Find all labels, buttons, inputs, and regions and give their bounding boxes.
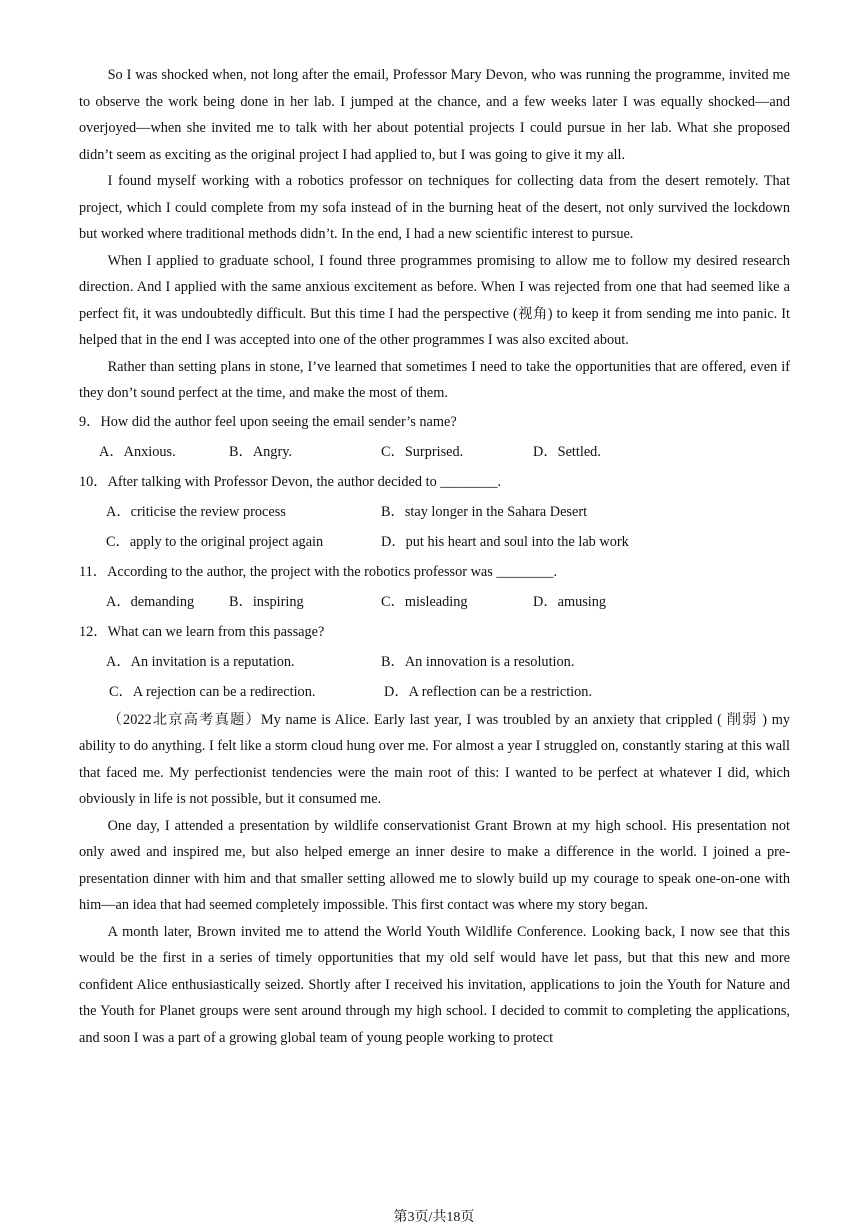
question-9-stem: 9．How did the author feel upon seeing the email sender’s name? (79, 413, 457, 430)
question-9-option-c: C．Surprised. (381, 443, 464, 460)
question-9 (79, 407, 790, 467)
question-11-option-b: B．inspiring (229, 593, 304, 610)
question-12 (79, 617, 790, 707)
passage-1-paragraph-3: When I applied to graduate school, I found three programmes promising to allow me to follow my desired research direction. And I applied with the same anxious excitement as before. When I was rejected from one that had seemed like a perfect fit, it was undoubtedly difficult. But this time I had the perspective (视角) to keep it from sending me into panic. It helped that in the end I was accepted into one of the other programmes I was also excited about. (79, 252, 790, 348)
question-9-option-a: A．Anxious. (99, 443, 176, 460)
question-9-option-d: D．Settled. (533, 443, 601, 460)
passage-2 (79, 707, 790, 1052)
question-10-option-d: D．put his heart and soul into the lab work (381, 533, 629, 550)
question-11-option-c: C．misleading (381, 593, 468, 610)
question-11-options (79, 587, 790, 617)
question-12-options-row-2 (79, 677, 790, 707)
question-11-option-d: D．amusing (533, 593, 607, 610)
passage-2-paragraph-1: （2022北京高考真题）My name is Alice. Early last year, I was troubled by an anxiety that crippled ( 削弱 ) my ability to do anything. I felt like a storm cloud hung over me. For almost a year I struggled on, constantly staring at this wall that faced me. My perfectionist tendencies were the main root of this: I wanted to be perfect at whatever I did, which obviously in life is not possible, but it consumed me. (79, 711, 790, 807)
question-12-option-d: D．A reflection can be a restriction. (384, 683, 593, 700)
passage-1-paragraph-1: So I was shocked when, not long after the email, Professor Mary Devon, who was running the programme, invited me to observe the work being done in her lab. I jumped at the chance, and a few weeks later I was equally shocked—and overjoyed—when she invited me to talk with her about potential projects I could pursue in her lab. What she proposed didn’t seem as exciting as the original project I had applied to, but I was going to give it my all. (79, 67, 790, 163)
question-10-stem: 10．After talking with Professor Devon, the author decided to ________. (79, 473, 502, 490)
question-12-option-b: B．An innovation is a resolution. (381, 653, 575, 670)
passage-2-paragraph-2: One day, I attended a presentation by wildlife conservationist Grant Brown at my high school. His presentation not only awed and inspired me, but also helped emerge an inner desire to make a difference in the world. I joined a pre-presentation dinner with him and that smaller setting allowed me to slowly build up my courage to speak one-on-one with him—an idea that had seemed completely impossible. This first contact was where my story began. (79, 817, 790, 913)
question-10-options-row-2 (79, 527, 790, 557)
page-number: 第3页/共18页 (393, 1210, 475, 1225)
question-10 (79, 467, 790, 557)
passage-1-paragraph-2: I found myself working with a robotics professor on techniques for collecting data from the desert remotely. That project, which I could complete from my sofa instead of in the burning heat of the desert, not only survived the lockdown but worked where traditional methods didn’t. In the end, I had a new scientific interest to pursue. (79, 173, 790, 242)
question-12-stem: 12．What can we learn from this passage? (79, 623, 325, 640)
question-10-option-a: A．criticise the review process (106, 503, 286, 520)
passage-1 (79, 62, 790, 407)
page-content (79, 62, 790, 1051)
question-list (79, 407, 790, 707)
passage-1-paragraph-4: Rather than setting plans in stone, I’ve learned that sometimes I need to take the opportunities that are offered, even if they don’t sound perfect at the time, and make the most of them. (79, 358, 790, 401)
question-11-stem: 11．According to the author, the project with the robotics professor was ________. (79, 563, 558, 580)
question-12-options-row-1 (79, 647, 790, 677)
question-10-options-row-1 (79, 497, 790, 527)
question-11 (79, 557, 790, 617)
question-10-option-b: B．stay longer in the Sahara Desert (381, 503, 588, 520)
question-12-option-c: C．A rejection can be a redirection. (109, 683, 316, 700)
question-12-option-a: A．An invitation is a reputation. (106, 653, 295, 670)
passage-2-paragraph-3: A month later, Brown invited me to attend the World Youth Wildlife Conference. Looking back, I now see that this would be the first in a series of timely opportunities that my old self would have let pass, but that this new and more confident Alice enthusiastically seized. Shortly after I received his invitation, applications to join the Youth for Nature and the Youth for Planet groups were sent around through my high school. I decided to commit to completing the applications, and soon I was a part of a growing global team of young people working to protect (79, 923, 790, 1046)
question-9-option-b: B．Angry. (229, 443, 293, 460)
question-10-option-c: C．apply to the original project again (106, 533, 324, 550)
question-9-options (79, 437, 790, 467)
question-11-option-a: A．demanding (106, 593, 195, 610)
